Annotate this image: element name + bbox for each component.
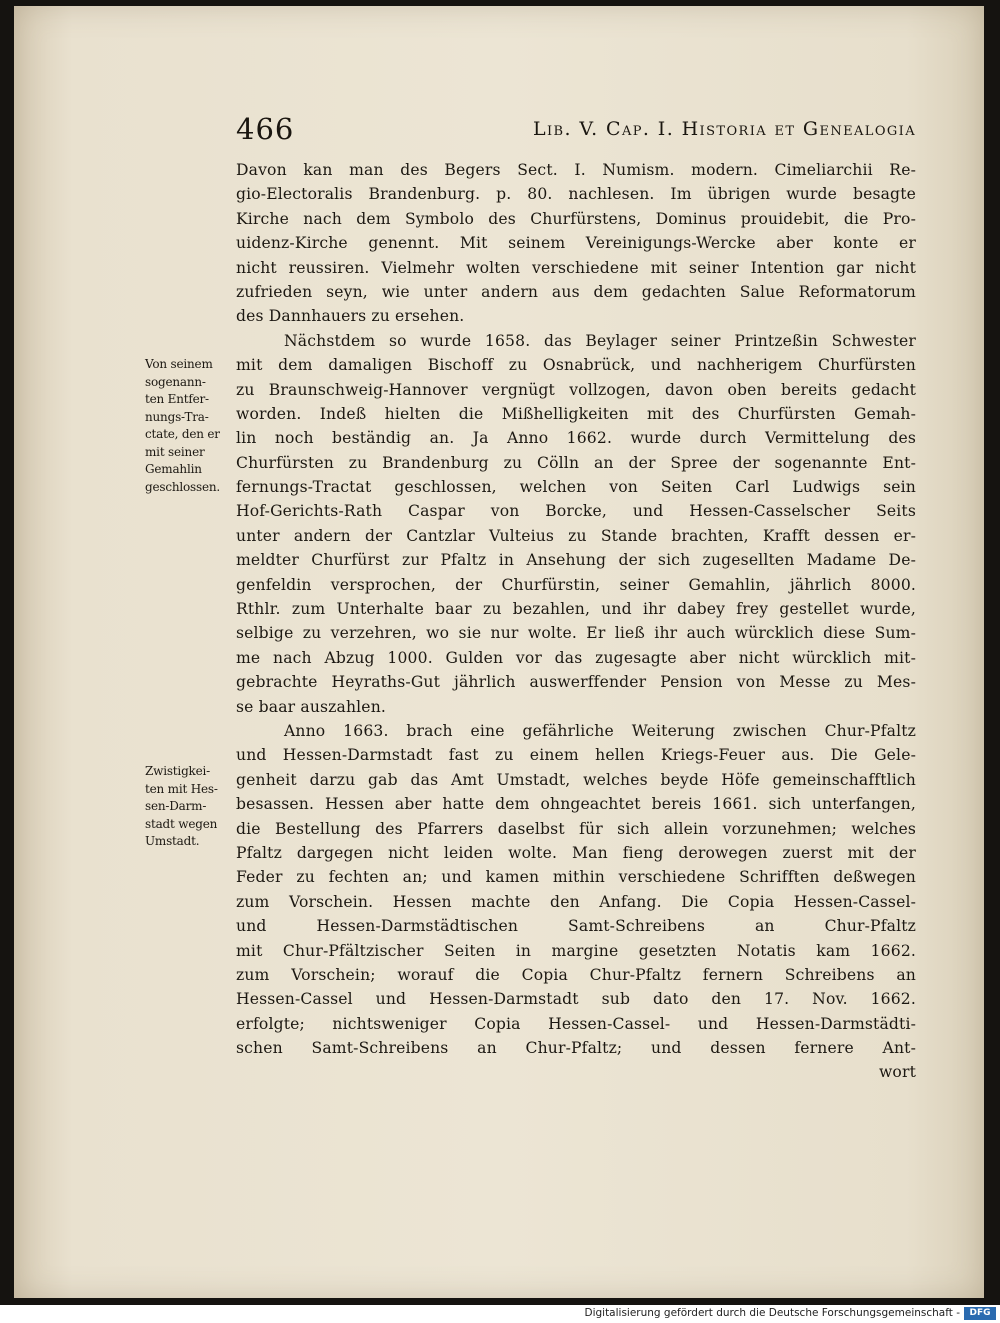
margin-note-line: sen-Darm- [145,799,207,813]
body-line: wort [878,1063,916,1082]
body-line: und Hessen-Darmstädtischen Samt-Schreibens an Chur-Pfaltz [236,917,916,936]
margin-note-line: Von seinem [145,357,213,371]
body-line: meldter Churfürst zur Pfaltz in Ansehung der sich zugesellten Madame De- [236,551,916,570]
running-head: Lib. V. Cap. I. Historia et Genealogia [532,118,916,140]
body-line: zufrieden seyn, wie unter andern aus dem gedachten Salue Reformatorum [236,282,916,301]
margin-note-line: ten mit Hes- [145,781,218,796]
margin-note-line: mit seiner [145,444,205,459]
body-line: se baar auszahlen. [236,697,386,716]
margin-note-line: ten Entfer- [145,392,209,406]
body-line: zum Vorschein. Hessen machte den Anfang. Die Copia Hessen-Cassel- [236,892,916,911]
body-line: genfeldin versprochen, der Churfürstin, seiner Gemahlin, jährlich 8000. [236,575,916,594]
body-line: Hessen-Cassel und Hessen-Darmstadt sub dato den 17. Nov. 1662. [236,990,916,1009]
body-line: Anno 1663. brach eine gefährliche Weiterung zwischen Chur-Pfaltz [284,721,916,740]
body-line: die Bestellung des Pfarrers daselbst für sich allein vorzunehmen; welches [236,819,916,838]
body-line: Rthlr. zum Unterhalte baar zu bezahlen, und ihr dabey frey gestellet wurde, [236,600,916,619]
margin-note-line: stadt wegen [145,816,218,831]
body-line: zum Vorschein; worauf die Copia Chur-Pfaltz fernern Schreibens an [236,965,916,984]
body-line: fernungs-Tractat geschlossen, welchen von Seiten Carl Ludwigs sein [236,478,916,497]
body-line: lin noch beständig an. Ja Anno 1662. wurde durch Vermittelung des [236,429,916,448]
body-line: mit dem damaligen Bischoff zu Osnabrück, und nachherigem Churfürsten [236,356,916,375]
body-line: Kirche nach dem Symbolo des Churfürstens, Dominus prouidebit, die Pro- [236,209,916,228]
body-line: worden. Indeß hielten die Mißhelligkeiten mit des Churfürsten Gemah- [236,404,916,423]
margin-note-line: geschlossen. [145,479,221,494]
body-line: besassen. Hessen aber hatte dem ohngeachtet bereis 1661. sich unterfangen, [236,795,916,814]
body-line: Feder zu fechten an; und kamen mithin verschiedene Schrifften deßwegen [236,868,916,887]
margin-note-line: nungs-Tra- [145,409,209,424]
margin-note-line: sogenann- [145,374,206,389]
body-line: Davon kan man des Begers Sect. I. Numism. modern. Cimeliarchii Re- [236,161,916,179]
dfg-credit: Digitalisierung gefördert durch die Deutsche Forschungsgemeinschaft - [584,1307,960,1319]
body-line: Churfürsten zu Brandenburg zu Cölln an der Spree der sogenannte Ent- [236,453,916,472]
body-line: Pfaltz dargegen nicht leiden wolte. Man fieng derowegen zuerst mit der [236,843,916,862]
body-line: uidenz-Kirche genennt. Mit seinem Vereinigungs-Wercke aber konte er [236,234,916,253]
body-line: erfolgte; nichtsweniger Copia Hessen-Cassel- und Hessen-Darmstädti- [236,1014,916,1033]
margin-note-entfernungs-tractat [145,356,237,496]
margin-note-line: Gemahlin [145,462,202,476]
body-line: genheit darzu gab das Amt Umstadt, welches beyde Höfe gemeinschafftlich [236,770,916,789]
body-line: mit Chur-Pfältzischer Seiten in margine gesetzten Notatis kam 1662. [236,941,916,960]
page-number: 466 [236,112,295,146]
body-line: unter andern der Cantzlar Vulteius zu Stande brachten, Krafft dessen er- [236,526,916,545]
footer [0,1305,1000,1323]
body-line: nicht reussiren. Vielmehr wolten verschiedene mit seiner Intention gar nicht [236,258,916,277]
body-line: gio-Electoralis Brandenburg. p. 80. nachlesen. Im übrigen wurde besagte [236,185,916,204]
body-line: Hof-Gerichts-Rath Caspar von Borcke, und Hessen-Casselscher Seits [236,502,916,521]
margin-note-umstadt [145,763,237,851]
dfg-logo: DFG [964,1307,996,1320]
page-header [236,112,916,152]
margin-note-line: Umstadt. [145,834,200,848]
body-line: schen Samt-Schreibens an Chur-Pfaltz; und dessen fernere Ant- [236,1039,916,1058]
body-line: selbige zu verzehren, wo sie nur wolte. Er ließ ihr auch würcklich diese Sum- [236,624,916,643]
body-text [236,158,916,1085]
body-line: und Hessen-Darmstadt fast zu einem hellen Kriegs-Feuer aus. Die Gele- [236,746,916,765]
margin-note-line: Zwistigkei- [145,764,211,778]
body-line: zu Braunschweig-Hannover vergnügt vollzogen, davon oben bereits gedacht [236,380,916,399]
body-line: des Dannhauers zu ersehen. [236,307,465,326]
margin-note-line: ctate, den er [145,427,220,441]
body-line: me nach Abzug 1000. Gulden vor das zugesagte aber nicht würcklich mit- [236,648,916,667]
body-line: gebrachte Heyraths-Gut jährlich auswerffender Pension von Messe zu Mes- [236,673,916,692]
body-line: Nächstdem so wurde 1658. das Beylager seiner Printzeßin Schwester [284,331,916,350]
